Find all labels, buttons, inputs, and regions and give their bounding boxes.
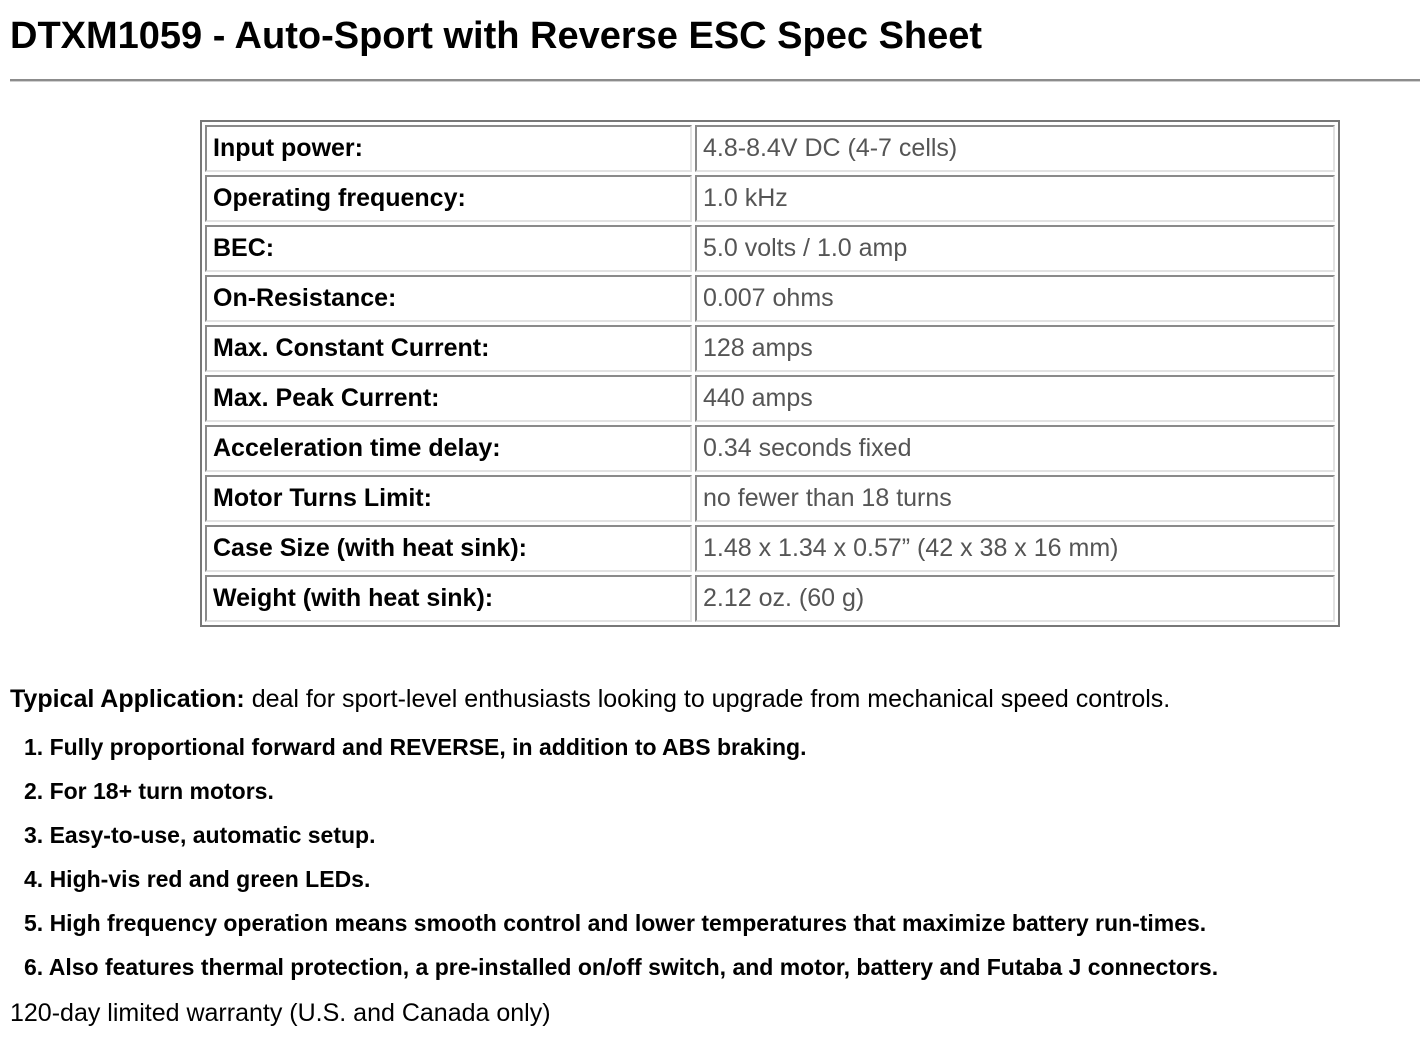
spec-label: Weight (with heat sink): — [205, 575, 692, 622]
spec-row — [205, 525, 1335, 572]
spec-label: Operating frequency: — [205, 175, 692, 222]
feature-item: 6. Also features thermal protection, a pre-installed on/off switch, and motor, battery and Futaba J connectors. — [24, 954, 1219, 980]
spec-value: 128 amps — [695, 325, 1335, 372]
spec-row — [205, 425, 1335, 472]
spec-label: Input power: — [205, 125, 692, 172]
feature-item: 2. For 18+ turn motors. — [24, 778, 274, 804]
page-title: DTXM1059 - Auto-Sport with Reverse ESC Spec Sheet — [10, 15, 983, 57]
spec-label: On-Resistance: — [205, 275, 692, 322]
spec-value: 1.0 kHz — [695, 175, 1335, 222]
spec-row — [205, 475, 1335, 522]
spec-row — [205, 275, 1335, 322]
spec-row — [205, 575, 1335, 622]
feature-list — [24, 732, 1218, 996]
spec-row — [205, 325, 1335, 372]
feature-item: 4. High-vis red and green LEDs. — [24, 866, 371, 892]
spec-value: 440 amps — [695, 375, 1335, 422]
typical-application-text: deal for sport-level enthusiasts looking to upgrade from mechanical speed controls. — [244, 685, 1171, 713]
spec-table — [200, 120, 1340, 627]
spec-value: no fewer than 18 turns — [695, 475, 1335, 522]
feature-item: 5. High frequency operation means smooth control and lower temperatures that maximize battery run-times. — [24, 910, 1207, 936]
spec-label: BEC: — [205, 225, 692, 272]
spec-label: Max. Peak Current: — [205, 375, 692, 422]
feature-item: 1. Fully proportional forward and REVERSE, in addition to ABS braking. — [24, 734, 807, 760]
spec-row — [205, 375, 1335, 422]
spec-value: 2.12 oz. (60 g) — [695, 575, 1335, 622]
spec-label: Motor Turns Limit: — [205, 475, 692, 522]
spec-label: Acceleration time delay: — [205, 425, 692, 472]
typical-application — [10, 684, 1170, 714]
title-divider — [10, 79, 1420, 82]
spec-label: Max. Constant Current: — [205, 325, 692, 372]
spec-value: 4.8-8.4V DC (4-7 cells) — [695, 125, 1335, 172]
spec-value: 0.007 ohms — [695, 275, 1335, 322]
spec-row — [205, 125, 1335, 172]
spec-row — [205, 225, 1335, 272]
spec-label: Case Size (with heat sink): — [205, 525, 692, 572]
warranty-note: 120-day limited warranty (U.S. and Canada only) — [10, 999, 551, 1027]
spec-value: 1.48 x 1.34 x 0.57” (42 x 38 x 16 mm) — [695, 525, 1335, 572]
spec-value: 5.0 volts / 1.0 amp — [695, 225, 1335, 272]
typical-application-label: Typical Application: — [10, 685, 245, 713]
spec-row — [205, 175, 1335, 222]
spec-value: 0.34 seconds fixed — [695, 425, 1335, 472]
feature-item: 3. Easy-to-use, automatic setup. — [24, 822, 376, 848]
